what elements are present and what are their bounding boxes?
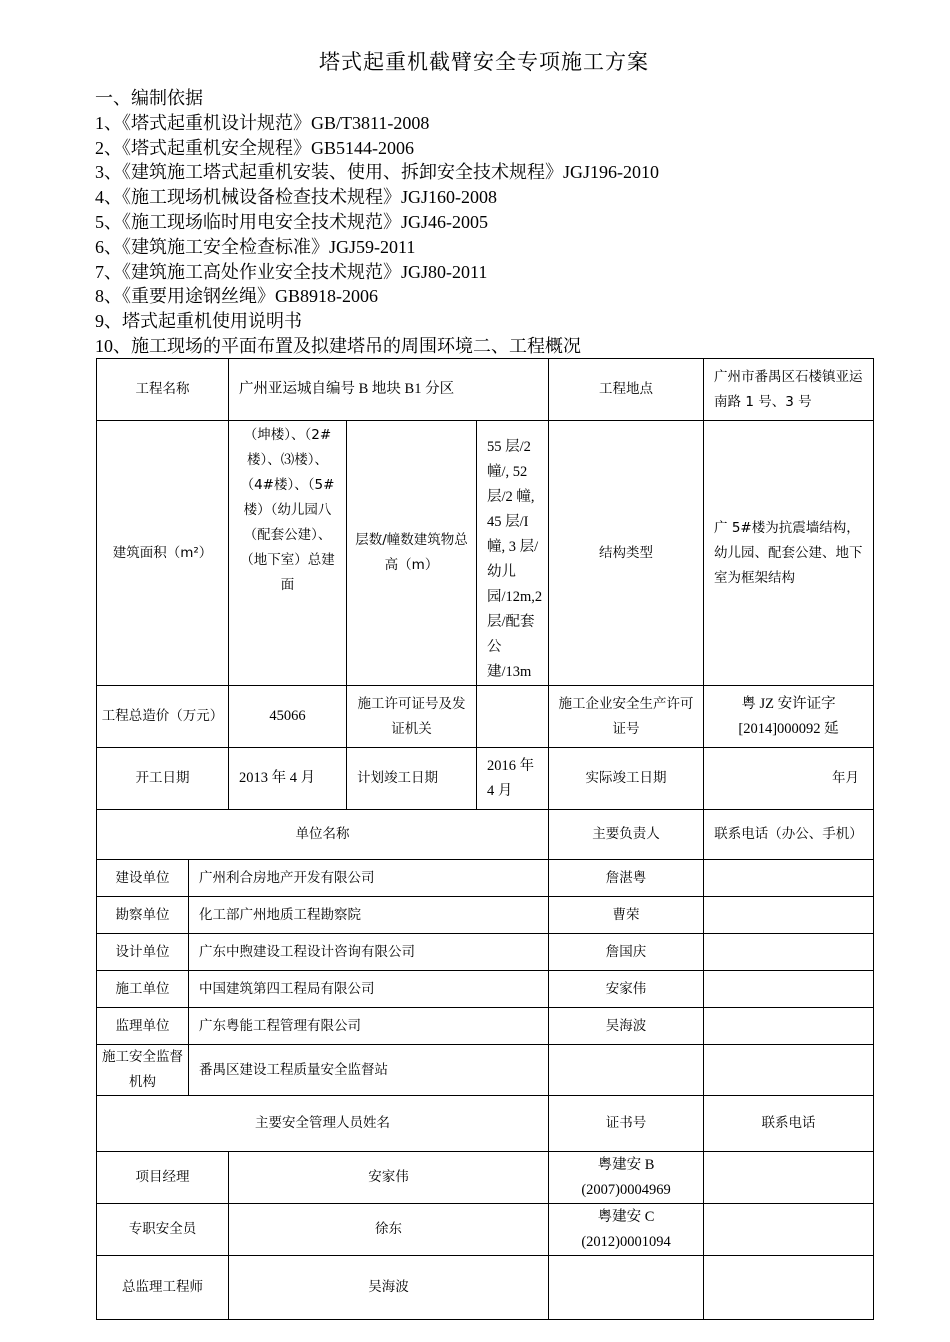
unit-leader [549, 1045, 704, 1096]
basis-item: 6、《建筑施工安全检查标准》JGJ59-2011 [95, 236, 416, 257]
floors-value: 55 层/2 幢/, 52 层/2 幢, 45 层/I 幢, 3 层/幼儿园/12m,2 层/配套公建/13m [477, 421, 549, 686]
unit-phone [704, 1008, 874, 1045]
unit-row [97, 860, 874, 897]
unit-name: 中国建筑第四工程局有限公司 [189, 971, 549, 1008]
unit-leader: 詹国庆 [549, 934, 704, 971]
cost-value: 45066 [229, 686, 347, 748]
staff-row [97, 1204, 874, 1256]
basis-item: 4、《施工现场机械设备检查技术规程》JGJ160-2008 [95, 187, 498, 208]
staff-phone [704, 1152, 874, 1204]
actual-end-date: 年月 [704, 748, 874, 810]
unit-name: 番禺区建设工程质量安全监督站 [189, 1045, 549, 1096]
staff-name: 徐东 [229, 1204, 549, 1256]
staff-role: 总监理工程师 [97, 1256, 229, 1320]
unit-leader: 曹荣 [549, 897, 704, 934]
staff-phone [704, 1204, 874, 1256]
staff-name-header: 主要安全管理人员姓名 [97, 1096, 549, 1152]
unit-name: 广东中煦建设工程设计咨询有限公司 [189, 934, 549, 971]
permit-value [477, 686, 549, 748]
unit-phone [704, 860, 874, 897]
area-value: （坤楼）、（2#楼）、⑶楼）、（4#楼）、（5#楼）（幼儿园八（配套公建）、（地下室）总建面 [240, 427, 335, 593]
staff-cert-header: 证书号 [549, 1096, 704, 1152]
unit-leader: 吴海波 [549, 1008, 704, 1045]
unit-role: 监理单位 [97, 1008, 189, 1045]
safety-permit-value: 粤 JZ 安许证字[2014]000092 延 [704, 686, 874, 748]
plan-end-date: 2016 年 4 月 [477, 748, 549, 810]
page-title: 塔式起重机截臂安全专项施工方案 [319, 50, 649, 74]
unit-leader: 安家伟 [549, 971, 704, 1008]
unit-name: 化工部广州地质工程勘察院 [189, 897, 549, 934]
project-location: 广州市番禺区石楼镇亚运南路 1 号、3 号 [704, 359, 874, 421]
staff-row [97, 1256, 874, 1320]
plan-end-label: 计划竣工日期 [347, 748, 477, 810]
unit-role: 建设单位 [97, 860, 189, 897]
start-date-label: 开工日期 [97, 748, 229, 810]
floors-label: 层数/幢数建筑物总高（m） [347, 421, 477, 686]
unit-phone [704, 897, 874, 934]
unit-row [97, 934, 874, 971]
basis-item: 9、塔式起重机使用说明书 [95, 311, 302, 332]
actual-end-label: 实际竣工日期 [549, 748, 704, 810]
unit-leader: 詹湛粤 [549, 860, 704, 897]
unit-row [97, 1045, 874, 1096]
staff-cert: 粤建安 C (2012)0001094 [549, 1204, 704, 1256]
unit-role: 施工安全监督机构 [97, 1045, 189, 1096]
staff-name: 吴海波 [229, 1256, 549, 1320]
basis-item: 7、《建筑施工高处作业安全技术规范》JGJ80-2011 [95, 261, 488, 282]
unit-role: 施工单位 [97, 971, 189, 1008]
basis-list [95, 86, 659, 359]
area-label: 建筑面积（m²） [97, 421, 229, 686]
basis-item: 10、施工现场的平面布置及拟建塔吊的周围环境二、工程概况 [95, 335, 581, 356]
project-overview-table [96, 358, 874, 1320]
staff-phone [704, 1256, 874, 1320]
basis-item: 5、《施工现场临时用电安全技术规范》JGJ46-2005 [95, 211, 489, 232]
staff-phone-header: 联系电话 [704, 1096, 874, 1152]
unit-phone-header: 联系电话（办公、手机） [704, 810, 874, 860]
permit-label: 施工许可证号及发证机关 [347, 686, 477, 748]
cost-label: 工程总造价（万元） [97, 686, 229, 748]
structure-value: 广 5#楼为抗震墙结构，幼儿园、配套公建、地下室为框架结构 [704, 421, 874, 686]
staff-role: 专职安全员 [97, 1204, 229, 1256]
safety-permit-label: 施工企业安全生产许可证号 [549, 686, 704, 748]
unit-role: 勘察单位 [97, 897, 189, 934]
unit-name: 广州利合房地产开发有限公司 [189, 860, 549, 897]
basis-item: 1、《塔式起重机设计规范》GB/T3811-2008 [95, 112, 430, 133]
staff-role: 项目经理 [97, 1152, 229, 1204]
unit-leader-header: 主要负责人 [549, 810, 704, 860]
unit-row [97, 971, 874, 1008]
staff-cert: 粤建安 B (2007)0004969 [549, 1152, 704, 1204]
basis-heading: 一、编制依据 [95, 88, 203, 108]
staff-cert [549, 1256, 704, 1320]
staff-row [97, 1152, 874, 1204]
project-name-label: 工程名称 [97, 359, 229, 421]
unit-phone [704, 971, 874, 1008]
basis-item: 8、《重要用途钢丝绳》GB8918-2006 [95, 286, 378, 307]
project-location-label: 工程地点 [549, 359, 704, 421]
unit-name: 广东粤能工程管理有限公司 [189, 1008, 549, 1045]
basis-item: 3、《建筑施工塔式起重机安装、使用、拆卸安全技术规程》JGJ196-2010 [95, 162, 660, 183]
start-date: 2013 年 4 月 [229, 748, 347, 810]
unit-phone [704, 1045, 874, 1096]
staff-name: 安家伟 [229, 1152, 549, 1204]
structure-label: 结构类型 [549, 421, 704, 686]
unit-row [97, 897, 874, 934]
unit-name-header: 单位名称 [97, 810, 549, 860]
basis-item: 2、《塔式起重机安全规程》GB5144-2006 [95, 137, 414, 158]
unit-row [97, 1008, 874, 1045]
unit-role: 设计单位 [97, 934, 189, 971]
project-name: 广州亚运城自编号 B 地块 B1 分区 [229, 359, 549, 421]
unit-phone [704, 934, 874, 971]
